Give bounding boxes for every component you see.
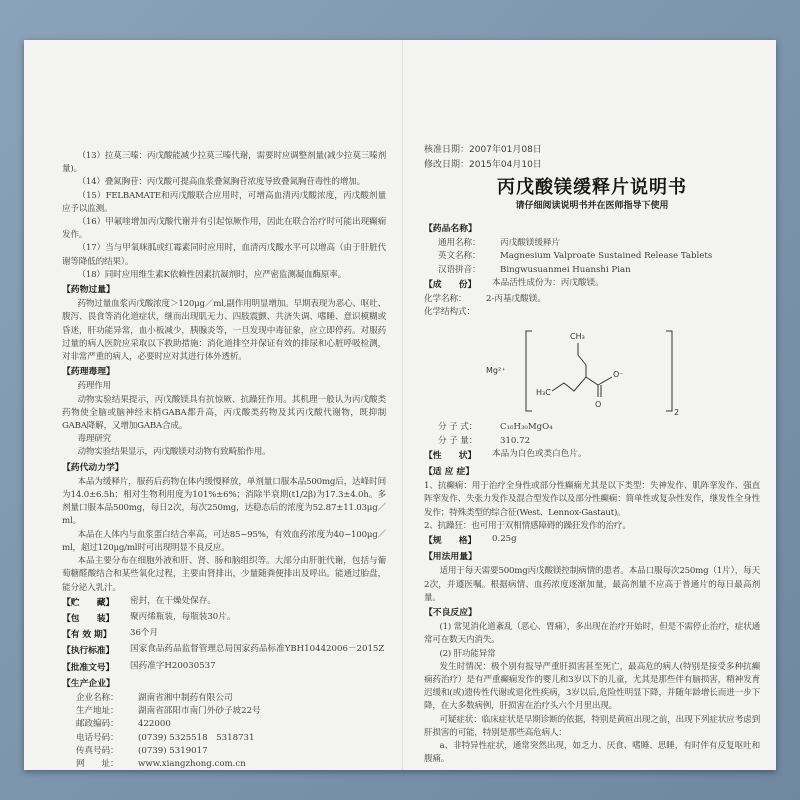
interaction-13: （13）拉莫三嗪：丙戊酸能减少拉莫三嗪代谢，需要时应调整剂量(减少拉莫三嗪剂量)。 [62,151,386,175]
trait-label: 【性 状】 [424,450,477,461]
tox-head: 毒理研究 [77,434,112,445]
standard-row [62,643,386,659]
interaction-14: （14）叠氮胸苷：丙戊酸可提高血浆叠氮胸苷浓度导致叠氮胸苷毒性的增加。 [77,177,365,188]
validity-value: 36个月 [130,628,159,639]
pharm-text: 动物实验结果提示，丙戊酸镁具有抗惊厥、抗躁狂作用。其机理一般认为丙戊酸类药物使全脑或脑神经末梢GABA都升高，丙戊酸类药物及其丙戊酸代谢物，既抑制GABA降解，又增加GABA合成。 [62,394,386,432]
name-row [424,264,760,277]
trait-value: 本品为白色或类白色片。 [492,448,587,459]
pk-text-3: 本品主要分布在细胞外液和肝、肾、肠和脑组织等。大部分由肝脏代谢，包括与葡萄糖醛酸结合和某些氧化过程，主要由肾排出，少量随粪便排出及呼出。能通过胎盘，能分泌入乳汁。 [62,556,386,593]
section-adverse: 【不良反应】 [424,608,477,619]
ingredient-label: 【成 份】 [424,279,477,290]
tox-text: 动物实验结果显示，丙戊酸镁对动物有致畸胎作用。 [77,447,271,458]
carbonyl-o: O [595,400,602,410]
adverse-2-text: 发生时情况：极个别有报导严重肝损害甚至死亡，最高危的病人(特别是接受多种抗癫痫药治疗）是有严重癫痫发作的婴儿和3岁以下的儿童，尤其是那些伴有脑损害，精神发育迟缓和(或)遗传性代谢或退化性疾病，3岁以后,危险性明显下降，并随年龄增长而进一步下降，在大多数病例，肝损害在治疗头六个月里出现。 [424,661,760,712]
adverse-2: (2) 肝功能异常 [439,648,496,659]
adverse-2-symptoms: 可疑症状：临床症状是早期诊断的依据，特别是黄疸出现之前，出现下列症状应考虑到肝损害的可能，特别是那些高危病人： [424,714,760,738]
section-manufacturer: 【生产企业】 [62,678,115,689]
section-pharm-tox: 【药理毒理】 [62,367,115,378]
interaction-16: （16）甲氟喹增加丙戊酸代谢并有引起惊厥作用，因此在联合治疗时可能出现癫痫发作。 [62,217,386,241]
maker-label: 邮政编码： [76,719,119,730]
ingredient-row [424,277,760,293]
formula-row [424,421,760,434]
chemical-structure [424,321,760,419]
chem-struct-label: 化学结构式： [424,307,475,318]
spec-value: 0.25g [492,534,517,545]
bracket-right [666,331,672,411]
section-drug-name: 【药品名称】 [424,224,477,234]
mg-ion-label: Mg²⁺ [486,366,506,376]
maker-row [62,758,386,771]
maker-label: 电话号码： [76,732,119,743]
section-pharmacokinetics: 【药代动力学】 [62,462,124,473]
section-usage: 【用法用量】 [424,552,477,563]
package-row [62,611,386,627]
maker-label: 企业名称： [76,692,119,703]
mw-row [424,435,760,448]
validity-label: 【有 效 期】 [62,630,112,641]
maker-row [62,732,386,745]
document-title: 丙戊酸镁缓释片说明书 [497,177,687,198]
name-label: 汉语拼音： [438,264,481,275]
formula-label: 分 子 式： [438,422,478,433]
carboxyl-bond [598,377,612,385]
storage-value: 密封，在干燥处保存。 [130,595,216,606]
name-label: 通用名称： [438,238,481,249]
spec-label: 【规 格】 [424,536,477,547]
maker-value: 湖南省邵阳市南门外砂子坡22号 [138,706,261,717]
interaction-18: （18）同时应用维生素K依赖性因素抗凝剂时，应严密监测凝血酶原率。 [77,269,347,280]
overdose-text: 药物过量血浆丙戊酸浓度＞120μg／ml,副作用明显增加。早期表现为恶心、呕吐、腹泻、畏食等消化道症状，继而出现肌无力、四肢震颤、共济失调、嗜睡、意识模糊或昏迷，肝功能异常，血小板减少，胰腺炎等，一旦发现中毒征象，应立即停药。对服药过量的病人医院应采取以下救助措施：消化道排空并保证有效的排尿和心脏呼吸检测，对非常严重的病人，必要时应对其进行体外透析。 [62,299,386,363]
pk-text-1: 本品为缓释片，服药后药物在体内缓慢释放，单剂量口服本品500mg后，达峰时间为14.0±6.5h；相对生物利用度为101%±6%；消除半衰期(t1/2β)为17.3±4.0h。多剂量口服本品500mg，每日2次，每次250mg，达稳态后的浓度为52.87±11.03μg／ml。 [62,476,386,527]
main-chain [552,377,598,391]
section-indications: 【适 应 症】 [424,467,475,478]
adverse-2-a: a、非特异性症状，通常突然出现，如乏力、厌食、嗜睡、思睡，有时伴有反复呕吐和腹痛。 [424,741,760,765]
maker-value: 422000 [138,719,171,730]
maker-label: 生产地址： [76,706,119,717]
maker-value: (0739) 5319017 [138,745,208,756]
trait-row [424,448,760,464]
spec-row [424,533,760,549]
chem-name-row [424,293,760,306]
maker-row [62,745,386,758]
usage-text: 适用于每天需要500mg丙戊酸镁控制病情的患者。本品口服每次250mg（1片），每天2次，并遵医嘱。根据病情、血药浓度逐渐加量，最高剂量不应高于普通片的每日最高剂量。 [424,566,760,603]
indication-1: 1、抗癫痫：用于治疗全身性或部分性癫痫尤其是以下类型：失神发作、肌阵挛发作、强直阵挛发作、失张力发作及混合型发作以及部分性癫痫：简单性或复杂性发作，继发性全身性发作；特殊类型的综合征(West、Lennox-Gastaut)。 [424,481,760,518]
interaction-15: （15）FELBAMATE和丙戊酸联合应用时，可增高血清丙戊酸浓度，丙戊酸剂量应予以监测。 [62,190,386,214]
maker-row [62,705,386,718]
approve-date: 核准日期：2007年01月08日 [424,145,542,155]
indication-2: 2、抗躁狂：也可用于双相情感障碍的躁狂发作的治疗。 [424,520,631,531]
package-value: 聚丙烯瓶装，每瓶装30片。 [130,611,236,622]
adverse-1: (1) 常见消化道紊乱（恶心、胃痛），多出现在治疗开始时，但是不需停止治疗，症状通常可在数天内消失。 [424,622,760,646]
carboxylate-o: O⁻ [613,370,624,380]
package-label: 【包 装】 [62,613,115,624]
chem-name-label: 化学名称： [424,294,467,305]
bracket-left [526,331,532,411]
h3c-label: H₃C [536,388,551,398]
approval-row [62,660,386,676]
maker-value: (0739) 5325518 5318731 [138,732,255,743]
section-overdose: 【药物过量】 [62,285,115,296]
ingredient-value: 本品活性成份为：丙戊酸镁。 [492,277,604,288]
approval-value: 国药准字H20030537 [130,660,216,671]
name-row [424,237,760,250]
validity-row [62,627,386,643]
approval-label: 【批准文号】 [62,662,115,673]
mw-label: 分 子 量： [438,435,478,446]
storage-row [62,595,386,611]
name-value: Magnesium Valproate Sustained Release Tablets [500,251,713,262]
document-subtitle: 请仔细阅读说明书并在医师指导下使用 [515,201,669,211]
storage-label: 【贮 藏】 [62,597,115,608]
interaction-17: （17）当与甲氧咪胍或红霉素同时应用时，血清丙戊酸水平可以增高（由于肝脏代谢等降低的结果）。 [62,243,386,267]
revise-date: 修改日期：2015年04月10日 [424,160,542,170]
maker-label: 传真号码： [76,745,119,756]
maker-value: www.xiangzhong.com.cn [138,758,246,769]
name-value: 丙戊酸镁缓释片 [500,238,561,249]
pk-text-2: 本品在人体内与血浆蛋白结合率高，可达85~95%，有效血药浓度为40~100μg／ml，超过120μg/ml时可出现明显不良反应。 [62,529,386,553]
chem-name-value: 2-丙基戊酸镁。 [486,294,546,305]
name-label: 英文名称： [438,251,481,262]
left-column [62,150,386,771]
maker-row [62,692,386,705]
standard-value: 国家食品药品监督管理总局国家药品标准YBH10442006－2015Z [130,644,385,655]
propyl-chain [578,343,586,377]
subscript-2: 2 [674,408,680,418]
mw-value: 310.72 [500,435,531,446]
formula-value: C₁₆H₃₀MgO₄ [500,422,553,433]
chem-struct-row [424,306,760,319]
center-fold [402,40,404,770]
name-value: Bingwusuanmei Huanshi Pian [500,264,631,275]
ch3-top-label: CH₃ [570,332,585,342]
chemical-structure-drawing [474,321,714,419]
pharm-head: 药理作用 [77,381,112,392]
maker-label: 网 址： [76,758,119,769]
maker-value: 湖南省湘中制药有限公司 [138,692,233,703]
right-column [424,144,760,767]
maker-row [62,718,386,731]
standard-label: 【执行标准】 [62,646,115,657]
name-row [424,250,760,263]
